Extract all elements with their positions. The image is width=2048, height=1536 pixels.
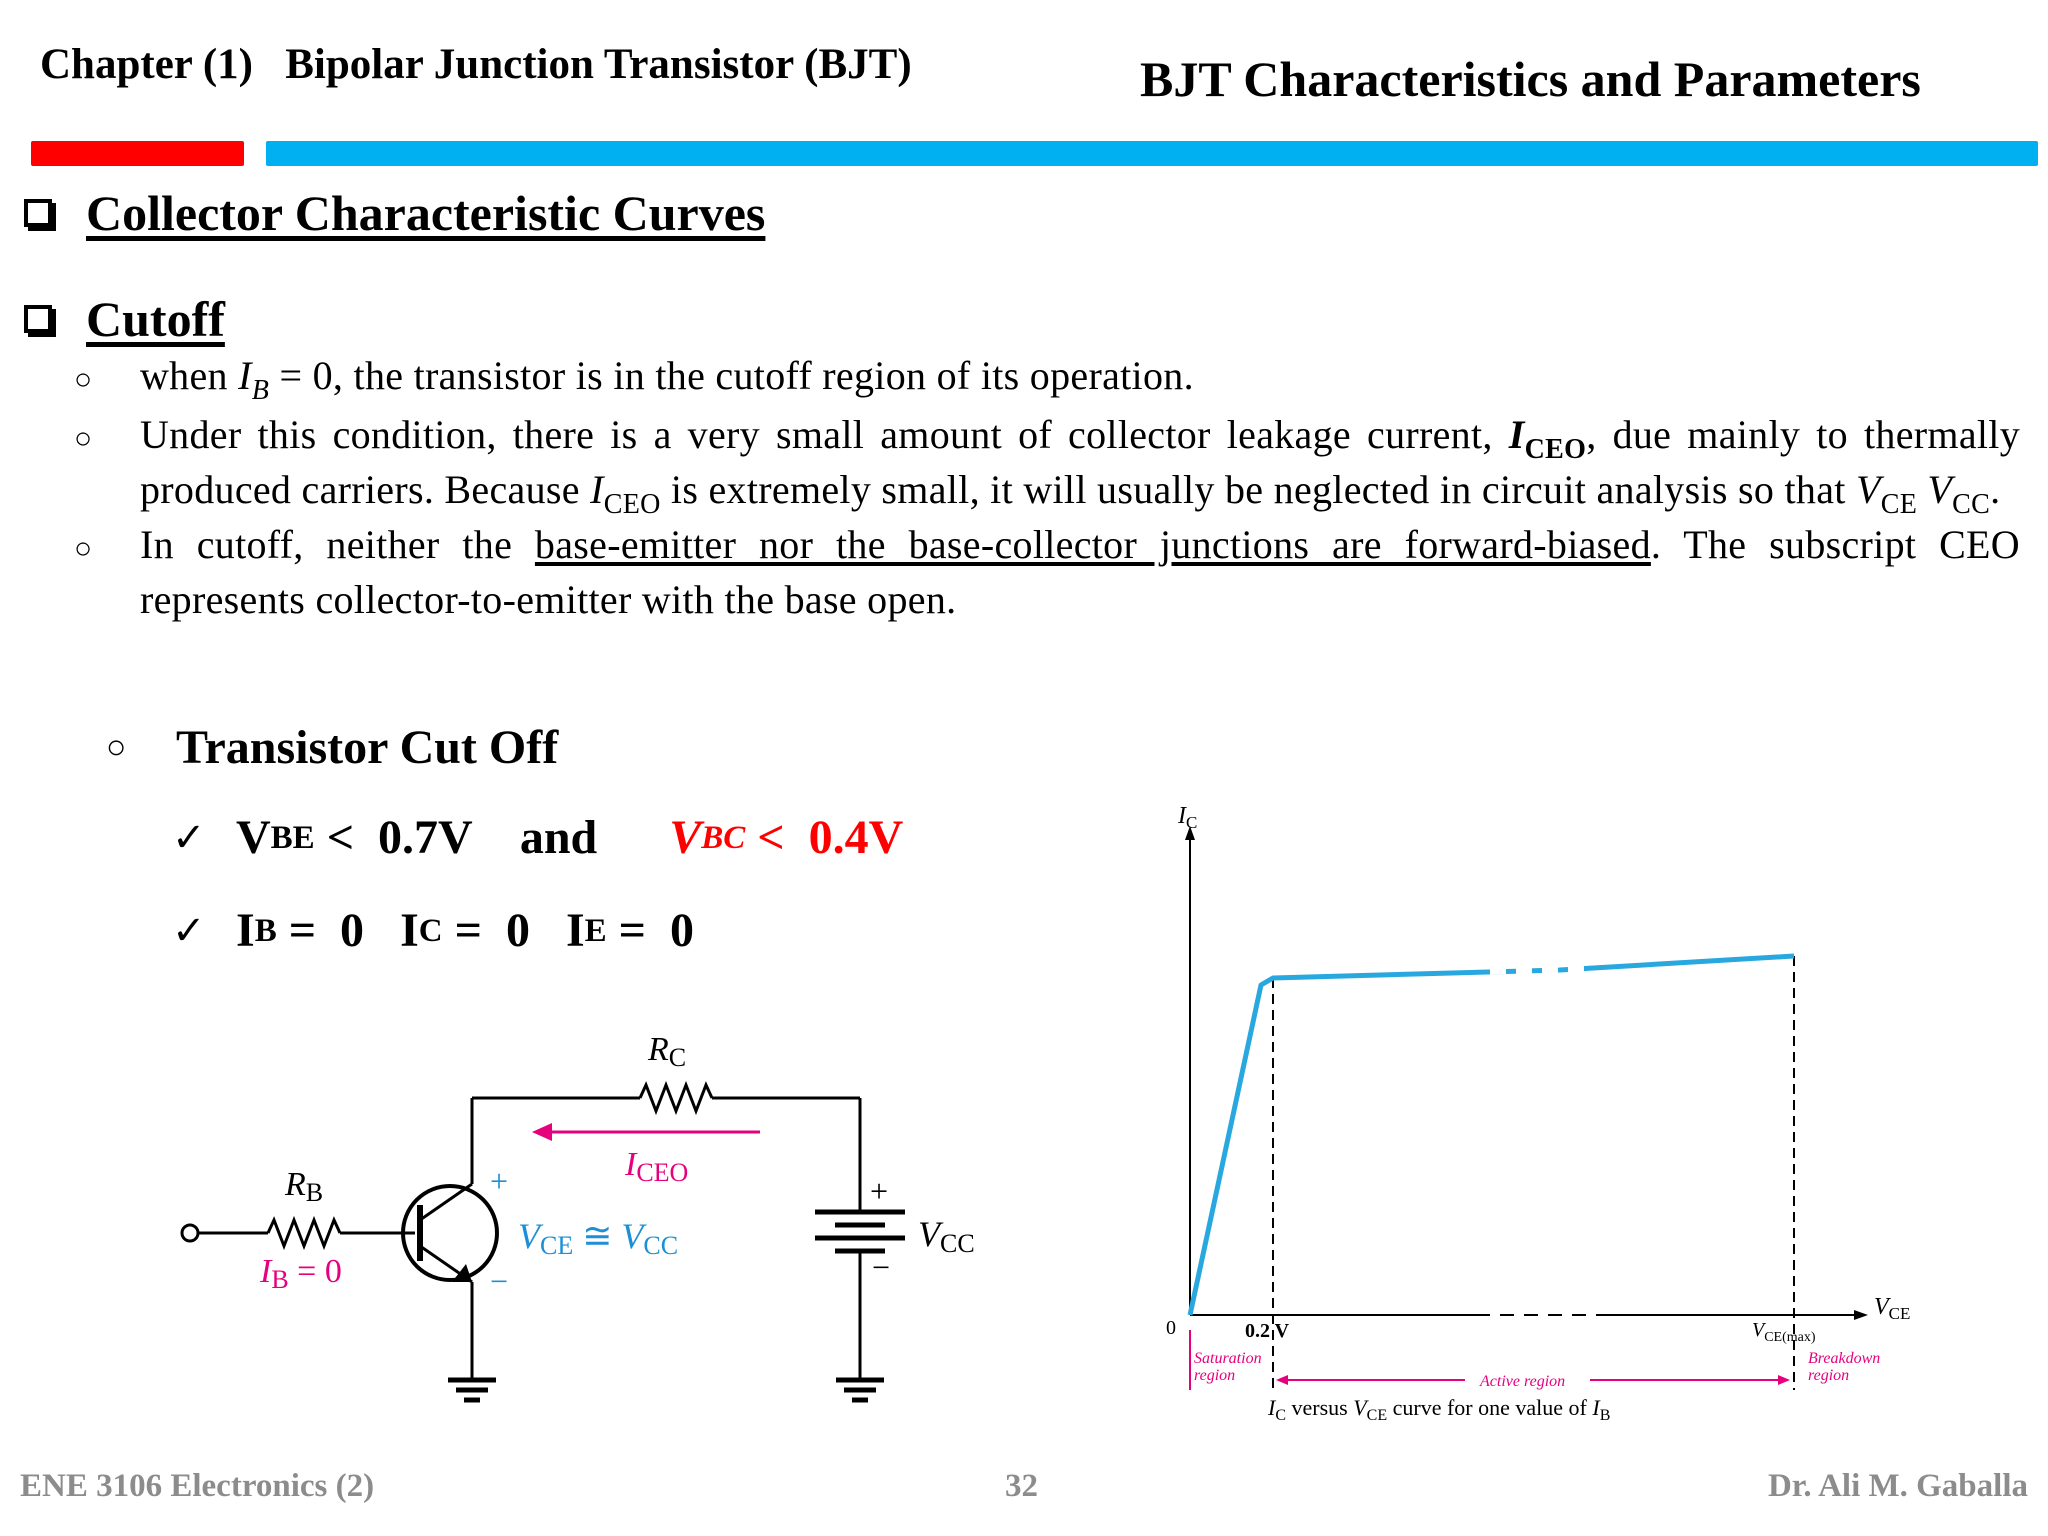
vce-minus-sign: − xyxy=(490,1263,509,1299)
blue-accent-bar xyxy=(266,141,2038,166)
saturation-region-label: Saturation region xyxy=(1194,1350,1262,1384)
circle-bullet-icon: ○ xyxy=(74,422,93,455)
vcc-label: VCC xyxy=(918,1214,975,1258)
bullet-text: Under this condition, there is a very small amount of collector leakage current, $I_{CEO}$, due mainly to thermally produced carriers. Because $I_{CEO}$ is extremely small, it will usually be neglected in circuit analysis so that $V_{CE}$ $V_{CC}$. xyxy=(140,412,2021,520)
checkbox-bullet-icon xyxy=(24,305,52,333)
bullet-text: when $I_B = 0$, the transistor is in the cutoff region of its operation. xyxy=(140,353,1194,406)
cutoff-voltage-condition: ✓ V BE < 0.7V and V BC < 0.4V xyxy=(172,811,904,864)
footer-author: Dr. Ali M. Gaballa xyxy=(1767,1468,2028,1504)
ground-icon xyxy=(836,1380,884,1400)
section-title: Collector Characteristic Curves xyxy=(86,185,766,241)
x-axis-label: $V_{CE}$ xyxy=(1874,1294,1911,1323)
checkmark-icon: ✓ xyxy=(172,815,206,860)
ib-zero-label: IB = 0 xyxy=(260,1253,342,1294)
bullet-item xyxy=(70,348,2020,407)
iceo-label: ICEO xyxy=(625,1146,689,1187)
vce-plus-sign: + xyxy=(490,1163,509,1199)
cutoff-circuit-diagram xyxy=(160,1020,1020,1440)
battery-plus-sign: + xyxy=(870,1173,889,1209)
section-heading xyxy=(24,184,765,242)
ic-vce-curve xyxy=(1190,956,1794,1315)
circle-bullet-icon: ○ xyxy=(74,532,93,565)
subsection-title: Cutoff xyxy=(86,291,225,347)
ic-vce-characteristic-chart xyxy=(1160,790,1940,1440)
x-axis-arrowhead xyxy=(1854,1310,1868,1320)
vce-approx-label: VCE ≅ VCC xyxy=(518,1216,679,1260)
subsection-heading xyxy=(24,290,225,348)
chart-caption: $I_C$ versus $V_{CE}$ curve for one value of $I_B$ xyxy=(1268,1395,1611,1424)
rb-resistor xyxy=(268,1220,340,1246)
tick-label-02v: 0.2 V xyxy=(1245,1320,1290,1342)
circle-bullet-icon: ○ xyxy=(106,728,127,766)
footer-course: ENE 3106 Electronics (2) xyxy=(20,1468,375,1504)
circle-bullet-icon: ○ xyxy=(74,363,93,396)
vcc-battery xyxy=(815,1212,905,1251)
checkbox-bullet-icon xyxy=(24,199,52,227)
slide-topic: BJT Characteristics and Parameters xyxy=(1140,51,1921,107)
battery-minus-sign: − xyxy=(872,1249,891,1285)
ground-icon xyxy=(448,1380,496,1400)
bullet-item xyxy=(70,517,2020,627)
input-terminal xyxy=(182,1225,198,1241)
checkmark-icon: ✓ xyxy=(172,908,206,953)
iceo-arrow xyxy=(532,1123,760,1141)
chapter-title: Chapter (1) Bipolar Junction Transistor (BJT) xyxy=(40,41,912,88)
origin-label: 0 xyxy=(1166,1317,1176,1339)
breakdown-region-label: Breakdown region xyxy=(1808,1350,1881,1384)
rc-resistor xyxy=(640,1085,712,1111)
y-axis-label: $I_C$ xyxy=(1178,803,1198,832)
bullet-item xyxy=(70,407,2021,520)
active-region-label: Active region xyxy=(1480,1373,1566,1390)
rb-label: RB xyxy=(285,1166,324,1207)
transistor-cutoff-heading: ○ Transistor Cut Off xyxy=(106,721,559,774)
tick-label-vce-max: $V_{CE(max)}$ xyxy=(1752,1319,1816,1345)
cutoff-current-condition: ✓ I B = 0 I C = 0 I E = 0 xyxy=(172,904,695,957)
page-number: 32 xyxy=(1005,1468,1038,1504)
red-accent-bar xyxy=(31,141,244,166)
rc-label: RC xyxy=(648,1031,687,1072)
bullet-text: In cutoff, neither the base-emitter nor the base-collector junctions are forward-biased. The subscript CEO represents collector-to-emitter with the base open. xyxy=(140,522,2020,622)
cutoff-bullet-list xyxy=(70,348,2020,627)
